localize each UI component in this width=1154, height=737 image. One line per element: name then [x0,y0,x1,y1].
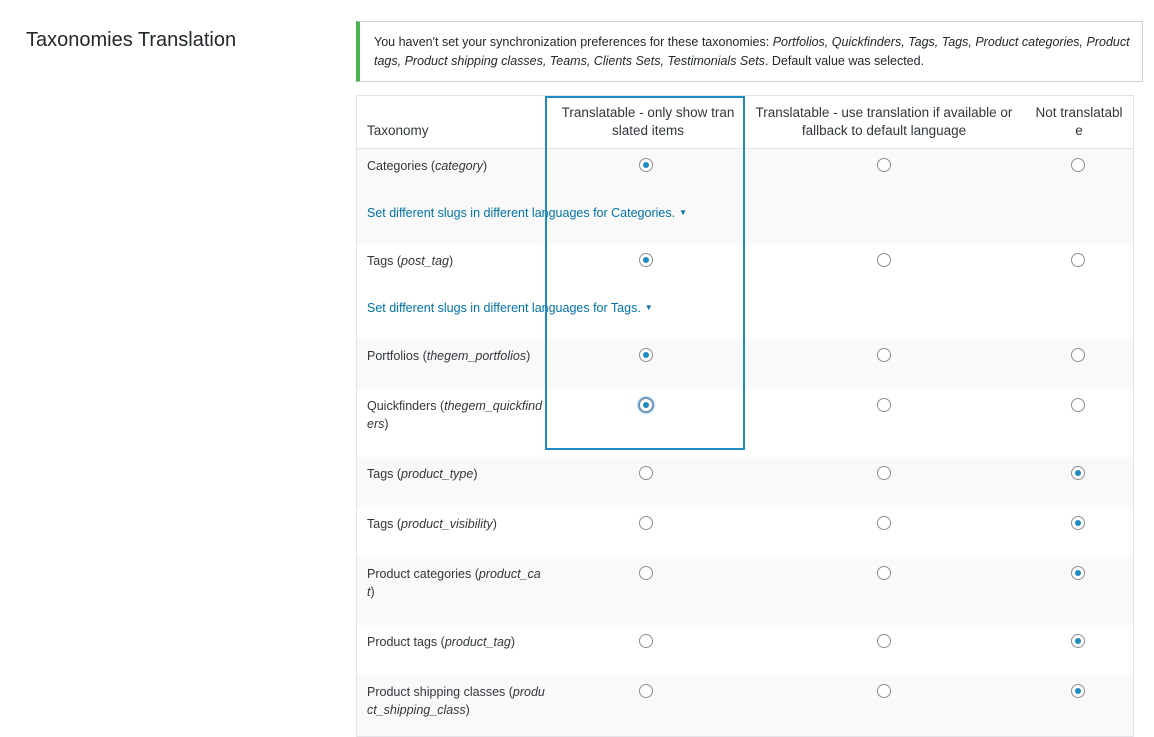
table-row [357,507,1133,557]
radio-translatable-only[interactable] [639,398,653,412]
taxonomy-label: Portfolios (thegem_portfolios) [367,349,531,363]
table-row [357,339,1133,389]
taxonomy-name: Product tags ( [367,635,445,649]
taxonomy-name: Product shipping classes ( [367,685,513,699]
taxonomy-label: Tags (product_type) [367,467,478,481]
taxonomy-slug: post_tag [401,254,450,268]
taxonomy-label: Tags (product_visibility) [367,517,497,531]
radio-translatable-only[interactable] [639,566,653,580]
table-row [357,149,1133,244]
caret-down-icon: ▼ [644,303,653,312]
radio-translatable-only[interactable] [639,684,653,698]
radio-not-translatable[interactable] [1071,566,1085,580]
header-translatable-fallback: Translatable - use translation if available or fallback to default language [755,105,1013,138]
taxonomy-name: Portfolios ( [367,349,427,363]
radio-not-translatable[interactable] [1071,158,1085,172]
table-row [357,625,1133,675]
taxonomy-slug: thegem_quickfinders [367,399,543,431]
radio-not-translatable[interactable] [1071,516,1085,530]
radio-translatable-fallback[interactable] [877,516,891,530]
table-header [357,96,1133,149]
table-row [357,457,1133,507]
radio-translatable-fallback[interactable] [877,348,891,362]
radio-translatable-fallback[interactable] [877,158,891,172]
taxonomy-name: Categories ( [367,159,436,173]
radio-translatable-only[interactable] [639,466,653,480]
set-slugs-link-text: Set different slugs in different languages for Tags. [367,301,641,315]
radio-translatable-only[interactable] [639,348,653,362]
radio-not-translatable[interactable] [1071,684,1085,698]
taxonomy-label: Categories (category) [367,159,488,173]
set-slugs-link-text: Set different slugs in different languages for Categories. [367,206,676,220]
taxonomy-name: Tags ( [367,254,402,268]
taxonomies-table [356,95,1134,737]
page-title: Taxonomies Translation [26,29,237,51]
taxonomy-slug: thegem_portfolios [426,349,527,363]
radio-not-translatable[interactable] [1071,398,1085,412]
table-row [357,389,1133,457]
radio-not-translatable[interactable] [1071,348,1085,362]
taxonomy-name: Quickfinders ( [367,399,445,413]
notice-text-after: . Default value was selected. [764,54,925,68]
radio-translatable-fallback[interactable] [877,566,891,580]
radio-not-translatable[interactable] [1071,634,1085,648]
notice-text-before: You haven't set your synchronization preferences for these taxonomies: [374,35,773,49]
taxonomy-name: Tags ( [367,517,402,531]
set-slugs-link[interactable] [367,299,653,317]
radio-not-translatable[interactable] [1071,253,1085,267]
radio-translatable-fallback[interactable] [877,634,891,648]
radio-translatable-fallback[interactable] [877,253,891,267]
radio-translatable-only[interactable] [639,634,653,648]
set-slugs-link[interactable] [367,204,687,222]
taxonomy-name: Tags ( [367,467,402,481]
radio-translatable-only[interactable] [639,158,653,172]
table-row [357,675,1133,737]
taxonomy-label: Quickfinders (thegem_quickfinders) [367,399,543,431]
taxonomy-name: Product categories ( [367,567,479,581]
taxonomy-slug: product_visibility [401,517,493,531]
radio-translatable-only[interactable] [639,253,653,267]
header-translatable-only: Translatable - only show translated items [561,105,735,138]
taxonomy-slug: product_shipping_class [367,685,545,717]
radio-translatable-only[interactable] [639,516,653,530]
taxonomy-label: Tags (post_tag) [367,254,454,268]
radio-translatable-fallback[interactable] [877,466,891,480]
caret-down-icon: ▼ [679,208,687,217]
taxonomy-label: Product categories (product_cat) [367,567,541,599]
taxonomy-label: Product tags (product_tag) [367,635,516,649]
radio-translatable-fallback[interactable] [877,684,891,698]
table-row [357,557,1133,625]
taxonomy-label: Product shipping classes (product_shipping_class) [367,685,545,717]
taxonomy-slug: category [435,159,484,173]
radio-translatable-fallback[interactable] [877,398,891,412]
radio-not-translatable[interactable] [1071,466,1085,480]
header-not-translatable: Not translatable [1035,105,1123,138]
notice-taxonomies-list: Portfolios, Quickfinders, Tags, Tags, Product categories, Product tags, Product shipping classes, Teams, Clients Sets, Testimonials Sets [374,35,1130,68]
sync-preferences-notice [356,21,1143,82]
taxonomy-slug: product_type [401,467,474,481]
header-taxonomy: Taxonomy [367,123,429,138]
table-row [357,244,1133,339]
taxonomy-slug: product_tag [444,635,511,649]
taxonomy-slug: product_cat [367,567,541,599]
